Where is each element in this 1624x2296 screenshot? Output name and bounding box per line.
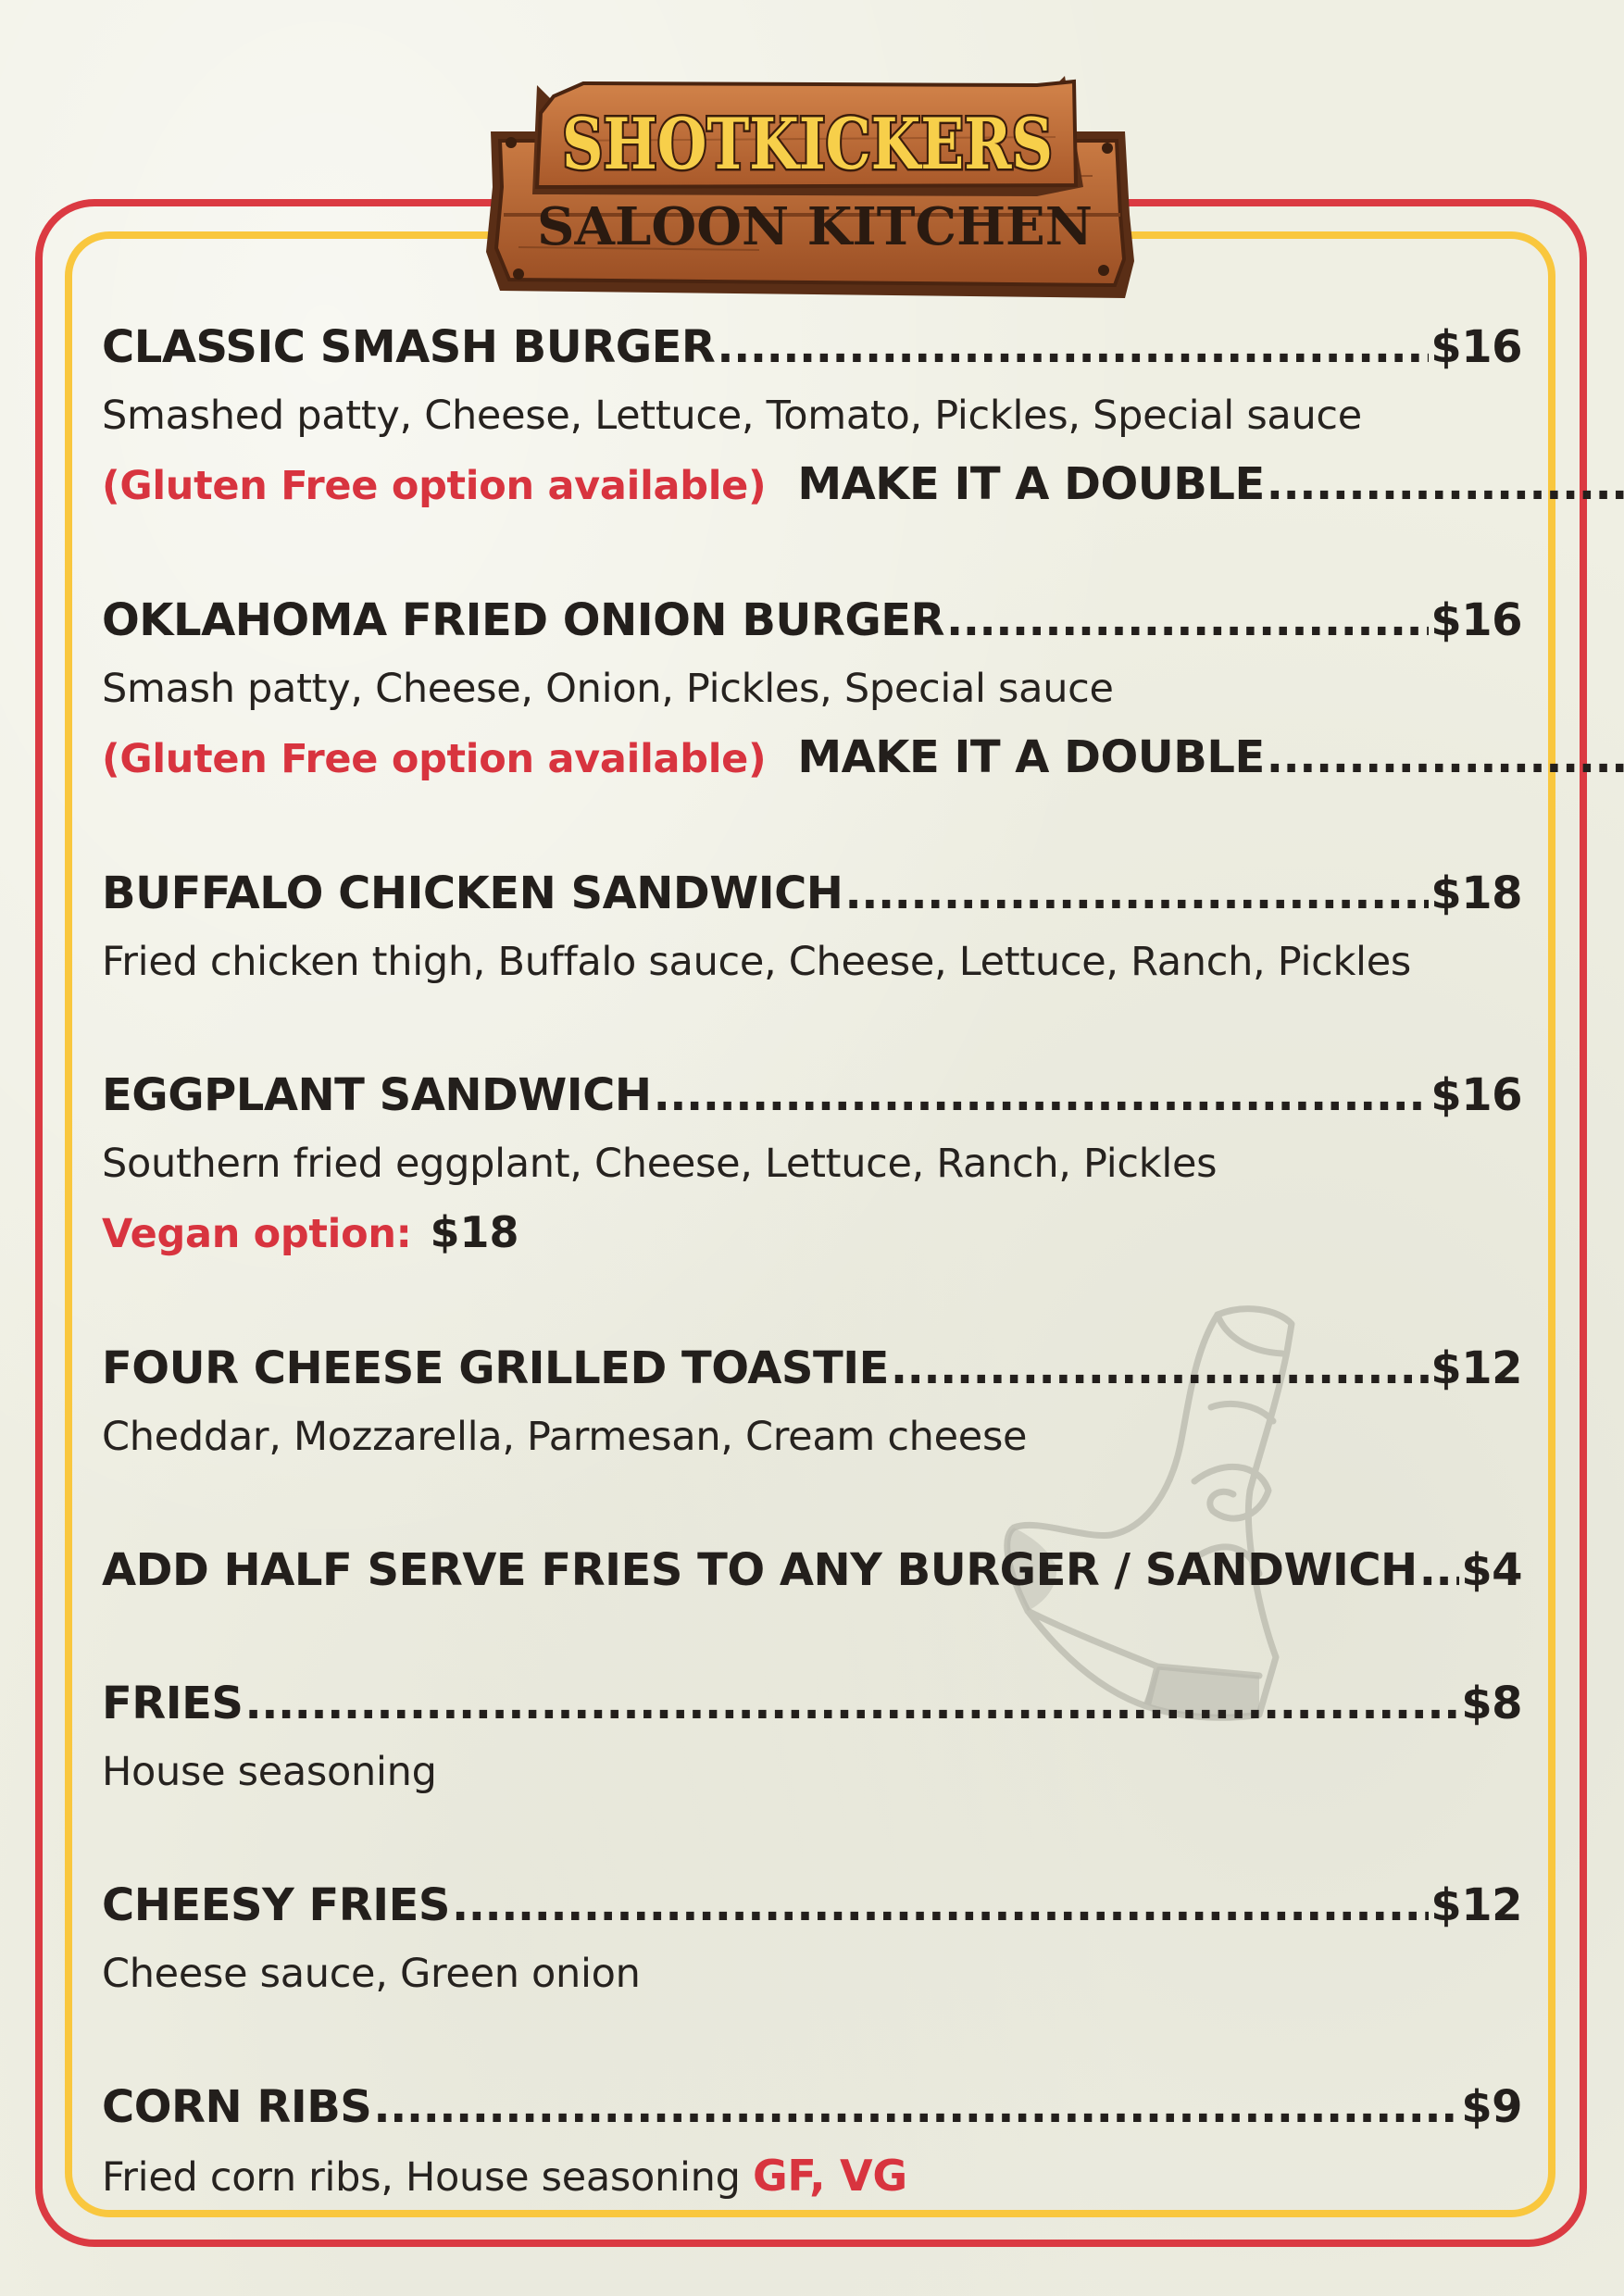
item-name: CHEESY FRIES [102, 1879, 450, 1931]
menu-list [102, 313, 1522, 2212]
menu-item-eggplant-sandwich [102, 1061, 1522, 1268]
dot-leader [654, 1061, 1430, 1129]
gluten-free-note: (Gluten Free option available) [102, 736, 767, 782]
double-upgrade-row [797, 450, 1624, 518]
item-name: CLASSIC SMASH BURGER [102, 321, 716, 373]
menu-item-buffalo-chicken-sandwich [102, 859, 1522, 996]
dot-leader [373, 2073, 1459, 2141]
item-option-row [102, 450, 1522, 520]
dot-leader [452, 1871, 1429, 1940]
item-name: FOUR CHEESE GRILLED TOASTIE [102, 1342, 889, 1394]
item-description: House seasoning [102, 1749, 437, 1795]
menu-item-fries [102, 1669, 1522, 1806]
upgrade-label: MAKE IT A DOUBLE [797, 731, 1265, 783]
item-description: Southern fried eggplant, Cheese, Lettuce, Ranch, Pickles [102, 1141, 1218, 1187]
item-price: $16 [1430, 594, 1522, 646]
menu-item-title-row [102, 1334, 1522, 1403]
item-name: FRIES [102, 1678, 244, 1729]
item-price: $16 [1430, 321, 1522, 373]
dot-leader [946, 586, 1429, 655]
item-price: $12 [1430, 1342, 1522, 1394]
item-name: OKLAHOMA FRIED ONION BURGER [102, 594, 944, 646]
item-option-row [102, 723, 1522, 793]
item-price: $4 [1461, 1544, 1522, 1596]
menu-item-title-row [102, 1061, 1522, 1129]
item-description: Fried chicken thigh, Buffalo sauce, Cheese, Lettuce, Ranch, Pickles [102, 939, 1411, 985]
menu-item-title-row [102, 1871, 1522, 1940]
dot-leader [244, 1669, 1459, 1738]
menu-item-corn-ribs [102, 2073, 1522, 2212]
menu-item-title-row [102, 1536, 1522, 1604]
item-description: Cheddar, Mozzarella, Parmesan, Cream cheese [102, 1414, 1028, 1460]
menu-item-classic-smash-burger [102, 313, 1522, 520]
gluten-free-note: (Gluten Free option available) [102, 463, 767, 509]
item-description: Cheese sauce, Green onion [102, 1951, 641, 1997]
item-name: BUFFALO CHICKEN SANDWICH [102, 867, 843, 919]
item-price: $18 [1430, 867, 1522, 919]
saloon-sign [481, 76, 1134, 307]
item-price: $9 [1461, 2081, 1522, 2133]
item-description: Smash patty, Cheese, Onion, Pickles, Special sauce [102, 666, 1114, 712]
menu-item-four-cheese-grilled-toastie [102, 1334, 1522, 1471]
dot-leader [1267, 450, 1624, 518]
menu-item-title-row [102, 2073, 1522, 2141]
brand-line1: SHOTKICKERS [562, 103, 1053, 185]
item-name: EGGPLANT SANDWICH [102, 1069, 652, 1121]
menu-item-title-row [102, 586, 1522, 655]
menu-item-title-row [102, 1669, 1522, 1738]
menu-item-title-row [102, 313, 1522, 381]
dot-leader [1419, 1536, 1459, 1604]
dietary-tags: GF, VG [752, 2151, 907, 2201]
item-description: Smashed patty, Cheese, Lettuce, Tomato, Pickles, Special sauce [102, 393, 1362, 439]
double-upgrade-row [797, 723, 1624, 792]
item-name: ADD HALF SERVE FRIES TO ANY BURGER / SANDWICH [102, 1544, 1418, 1596]
dot-leader [1267, 723, 1624, 792]
dot-leader [891, 1334, 1429, 1403]
dot-leader [717, 313, 1429, 381]
vegan-option-label: Vegan option: [102, 1211, 412, 1257]
item-price: $16 [1430, 1069, 1522, 1121]
item-price: $12 [1430, 1879, 1522, 1931]
dot-leader [844, 859, 1429, 928]
upgrade-label: MAKE IT A DOUBLE [797, 458, 1265, 510]
vegan-option-price: $18 [430, 1207, 519, 1257]
item-description: Fried corn ribs, House seasoning [102, 2154, 741, 2201]
item-price: $8 [1461, 1678, 1522, 1729]
brand-line2: SALOON KITCHEN [537, 196, 1093, 257]
menu-item-add-half-serve-fries [102, 1536, 1522, 1604]
menu-item-oklahoma-fried-onion-burger [102, 586, 1522, 793]
vegan-option-row [102, 1198, 1522, 1268]
menu-item-cheesy-fries [102, 1871, 1522, 2008]
item-description-row [102, 2141, 1522, 2212]
item-name: CORN RIBS [102, 2081, 372, 2133]
menu-item-title-row [102, 859, 1522, 928]
